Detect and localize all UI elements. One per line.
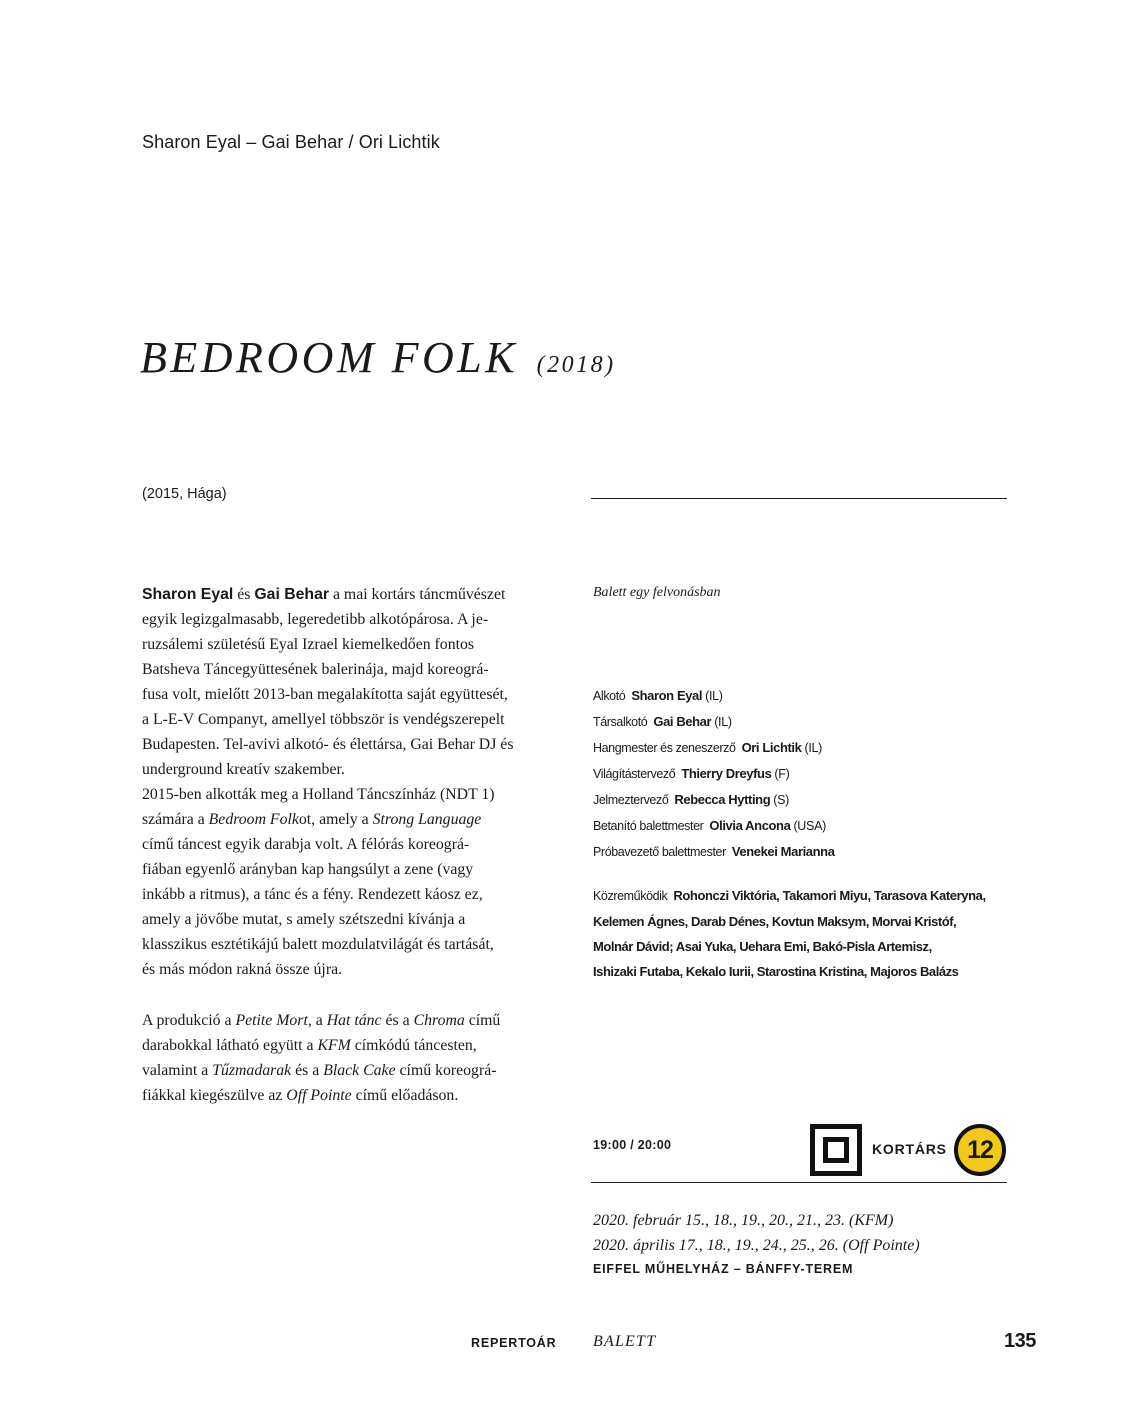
genre-label: Balett egy felvonásban <box>593 585 721 600</box>
text-line <box>142 1083 558 1108</box>
credit-country: (IL) <box>705 689 723 703</box>
cast-names: Rohonczi Viktória, Takamori Miyu, Tarasova Kateryna, <box>673 888 986 903</box>
category-label: KORTÁRS <box>872 1141 947 1157</box>
credit-role: Társalkotó <box>593 715 648 729</box>
description-paragraph-1 <box>142 582 558 982</box>
text-line: Batsheva Táncegyüttesének balerinája, majd koreográ- <box>142 661 489 678</box>
work-title: Strong Language <box>372 811 482 828</box>
text-line: egyik legizgalmasabb, legeredetibb alkotópárosa. A je- <box>142 611 489 628</box>
work-title: Black Cake <box>323 1062 396 1079</box>
page-number: 135 <box>1004 1330 1036 1352</box>
credit-country: (USA) <box>793 819 826 833</box>
credit-role: Világítástervező <box>593 767 676 781</box>
credits-list <box>593 683 838 865</box>
credit-row <box>593 839 838 865</box>
credit-role: Hangmester és zeneszerző <box>593 741 736 755</box>
credit-name: Gai Behar <box>653 714 712 729</box>
divider-bottom <box>591 1182 1007 1183</box>
venue-label: EIFFEL MŰHELYHÁZ – BÁNFFY-TEREM <box>593 1262 854 1276</box>
cast-line <box>593 883 986 909</box>
text-line: 2015-ben alkották meg a Holland Táncszínház (NDT 1) <box>142 786 495 803</box>
text-run: számára a <box>142 811 209 828</box>
text-line: című táncest egyik darabja volt. A félórás koreográ- <box>142 836 470 853</box>
credit-name: Olivia Ancona <box>709 818 791 833</box>
dates-line: 2020. április 17., 18., 19., 24., 25., 26. (Off Pointe) <box>593 1237 920 1254</box>
credit-country: (IL) <box>804 741 823 755</box>
text-run: ot, amely a <box>298 811 373 828</box>
text-run: című koreográ- <box>395 1062 497 1079</box>
text-run: , a <box>307 1012 327 1029</box>
credit-name: Venekei Marianna <box>731 844 835 859</box>
title-year: (2018) <box>536 352 616 378</box>
text-run: fiákkal kiegészülve az <box>142 1087 287 1104</box>
credit-row <box>593 761 838 787</box>
text-run: A produkció a <box>142 1012 236 1029</box>
text-line <box>142 1033 558 1058</box>
text-line: amely a jövőbe mutat, s amely szétszedni kívánja a <box>142 911 466 928</box>
text-line <box>142 582 558 607</box>
cast-line: Ishizaki Futaba, Kekalo Iurii, Starostina Kristina, Majoros Balázs <box>593 964 959 979</box>
divider-top <box>591 498 1007 499</box>
credit-row <box>593 735 838 761</box>
cast-line: Kelemen Ágnes, Darab Dénes, Kovtun Maksym, Morvai Kristóf, <box>593 914 957 929</box>
cast-line: Molnár Dávid; Asai Yuka, Uehara Emi, Bakó-Pisla Artemisz, <box>593 939 932 954</box>
credit-country: (S) <box>773 793 790 807</box>
work-title: Hat tánc <box>326 1012 382 1029</box>
credit-row <box>593 787 838 813</box>
credit-role: Jelmeztervező <box>593 793 669 807</box>
footer-section: REPERTOÁR <box>471 1336 557 1350</box>
square-in-square-icon-inner <box>823 1137 849 1163</box>
credit-row <box>593 813 838 839</box>
credit-name: Ori Lichtik <box>741 740 802 755</box>
credit-role: Betanító balettmester <box>593 819 704 833</box>
credit-row <box>593 709 838 735</box>
square-in-square-icon <box>810 1124 862 1176</box>
co-creator-name: Gai Behar <box>254 586 330 603</box>
credit-name: Rebecca Hytting <box>674 792 771 807</box>
text-line: a L-E-V Companyt, amellyel többször is vendégszerepelt <box>142 711 505 728</box>
show-time: 19:00 / 20:00 <box>593 1138 672 1152</box>
text-run: valamint a <box>142 1062 213 1079</box>
text-run: című <box>464 1012 501 1029</box>
choreographer-name: Sharon Eyal <box>142 586 234 603</box>
footer-category: BALETT <box>593 1333 657 1350</box>
premiere-info: (2015, Hága) <box>142 486 227 502</box>
text-line: ruzsálemi születésű Eyal Izrael kiemelkedően fontos <box>142 636 475 653</box>
text-line: fusa volt, mielőtt 2013-ban megalakította saját együttesét, <box>142 686 508 703</box>
text-line: és más módon rakná össze újra. <box>142 961 343 978</box>
age-rating-badge: 12 <box>954 1124 1006 1176</box>
description-paragraph-2 <box>142 1008 558 1108</box>
credit-country: (F) <box>774 767 790 781</box>
credit-role: Próbavezető balettmester <box>593 845 726 859</box>
text-run: darabokkal látható együtt a <box>142 1037 318 1054</box>
title-main: BEDROOM FOLK <box>140 333 519 382</box>
text-line <box>142 1008 558 1033</box>
text-line: fiában egyenlő arányban kap hangsúlyt a zene (vagy <box>142 861 474 878</box>
cast-list <box>593 883 986 984</box>
text-run: és <box>233 586 255 603</box>
work-title: Tűzmadarak <box>212 1062 292 1079</box>
authors-line: Sharon Eyal – Gai Behar / Ori Lichtik <box>142 132 440 152</box>
text-line: Budapesten. Tel-avivi alkotó- és élettársa, Gai Behar DJ és <box>142 736 514 753</box>
work-title: Off Pointe <box>286 1087 352 1104</box>
work-title: Petite Mort <box>235 1012 308 1029</box>
text-run: címkódú táncesten, <box>350 1037 477 1054</box>
dates-line: 2020. február 15., 18., 19., 20., 21., 23. (KFM) <box>593 1212 894 1229</box>
text-line: underground kreatív szakember. <box>142 761 345 778</box>
credit-name: Thierry Dreyfus <box>681 766 772 781</box>
credit-country: (IL) <box>714 715 732 729</box>
text-line: inkább a ritmus), a tánc és a fény. Rendezett káosz ez, <box>142 886 483 903</box>
performance-dates <box>593 1208 920 1258</box>
cast-role: Közreműködik <box>593 889 668 903</box>
text-run: a mai kortárs táncművészet <box>329 586 506 603</box>
work-title: Chroma <box>413 1012 465 1029</box>
work-title: KFM <box>317 1037 351 1054</box>
work-title: Bedroom Folk <box>208 811 299 828</box>
credit-row <box>593 683 838 709</box>
credit-role: Alkotó <box>593 689 626 703</box>
credit-name: Sharon Eyal <box>631 688 703 703</box>
text-line <box>142 1058 558 1083</box>
text-run: és a <box>381 1012 414 1029</box>
text-run: és a <box>291 1062 324 1079</box>
text-run: című előadáson. <box>351 1087 459 1104</box>
text-line: klasszikus esztétikájú balett mozdulatvilágát és tartását, <box>142 936 494 953</box>
page-title <box>140 332 616 383</box>
text-line <box>142 807 558 832</box>
